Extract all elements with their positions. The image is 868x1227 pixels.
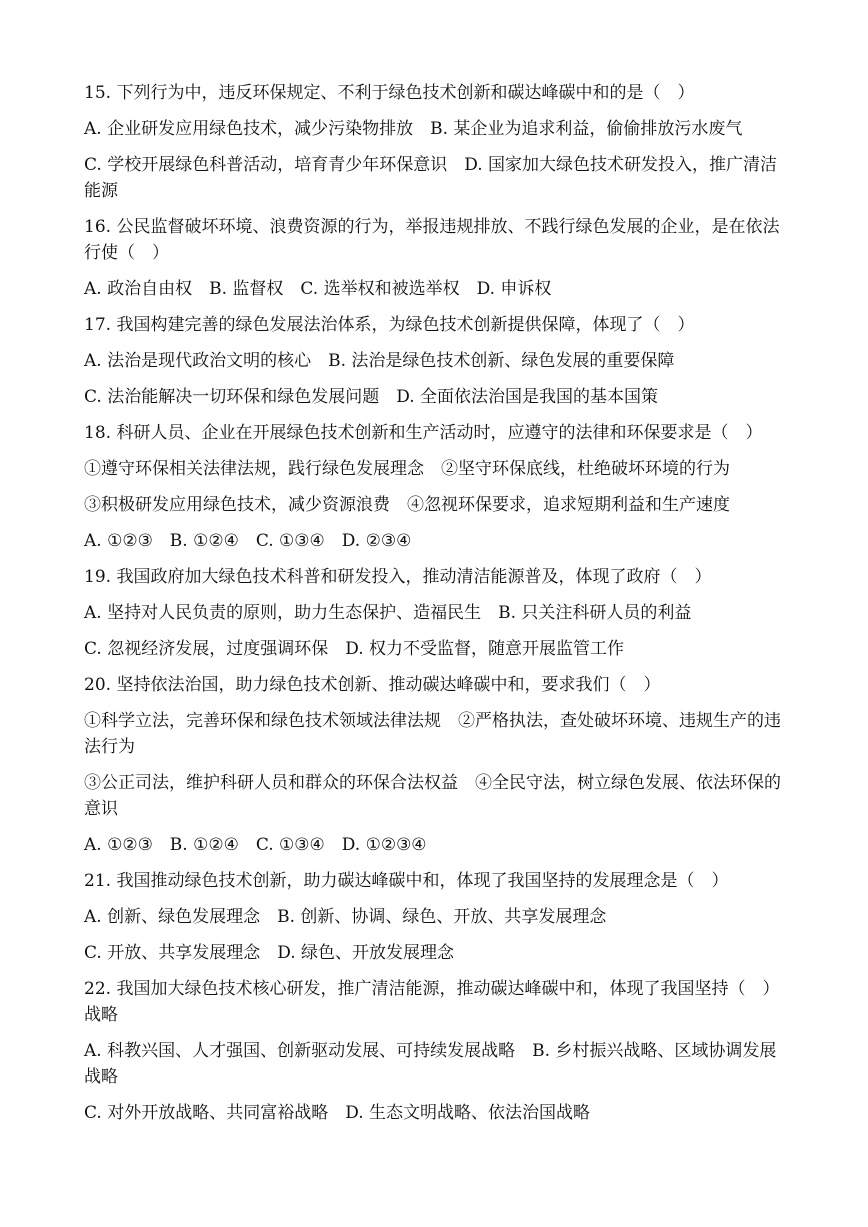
question-21-options-cd: C. 开放、共享发展理念 D. 绿色、开放发展理念	[84, 943, 455, 963]
question-22-options-ab: A. 科教兴国、人才强国、创新驱动发展、可持续发展战略 B. 乡村振兴战略、区域协调发展战略	[84, 1041, 777, 1087]
question-20-statements-34: ③公正司法，维护科研人员和群众的环保合法权益 ④全民守法，树立绿色发展、依法环保的意识	[84, 773, 781, 819]
question-17-options-ab: A. 法治是现代政治文明的核心 B. 法治是绿色技术创新、绿色发展的重要保障	[84, 351, 675, 371]
document-page	[84, 80, 784, 1126]
question-15-options-ab: A. 企业研发应用绿色技术，减少污染物排放 B. 某企业为追求利益，偷偷排放污水废气	[84, 119, 743, 139]
question-22-options-cd: C. 对外开放战略、共同富裕战略 D. 生态文明战略、依法治国战略	[84, 1103, 591, 1123]
question-15-options-cd: C. 学校开展绿色科普活动，培育青少年环保意识 D. 国家加大绿色技术研发投入，推广清洁能源	[84, 155, 778, 201]
question-18-options: A. ①②③ B. ①②④ C. ①③④ D. ②③④	[84, 531, 412, 551]
question-20-options: A. ①②③ B. ①②④ C. ①③④ D. ①②③④	[84, 835, 427, 855]
question-20-statements-12: ①科学立法，完善环保和绿色技术领域法律法规 ②严格执法，查处破坏环境、违规生产的违法行为	[84, 711, 781, 757]
question-20-stem: 20. 坚持依法治国，助力绿色技术创新、推动碳达峰碳中和，要求我们（ ）	[84, 675, 661, 695]
question-21-options-ab: A. 创新、绿色发展理念 B. 创新、协调、绿色、开放、共享发展理念	[84, 907, 607, 927]
question-22-stem: 22. 我国加大绿色技术核心研发，推广清洁能源，推动碳达峰碳中和，体现了我国坚持（ ）战略	[84, 979, 780, 1025]
question-16-stem: 16. 公民监督破坏环境、浪费资源的行为，举报违规排放、不践行绿色发展的企业，是在依法行使（ ）	[84, 217, 780, 263]
question-15-stem: 15. 下列行为中，违反环保规定、不利于绿色技术创新和碳达峰碳中和的是（ ）	[84, 83, 695, 103]
question-18-statements-34: ③积极研发应用绿色技术，减少资源浪费 ④忽视环保要求，追求短期利益和生产速度	[84, 495, 730, 515]
question-18-statements-12: ①遵守环保相关法律法规，践行绿色发展理念 ②坚守环保底线，杜绝破坏环境的行为	[84, 459, 730, 479]
question-16-options: A. 政治自由权 B. 监督权 C. 选举权和被选举权 D. 申诉权	[84, 279, 552, 299]
question-17-options-cd: C. 法治能解决一切环保和绿色发展问题 D. 全面依法治国是我国的基本国策	[84, 387, 659, 407]
question-18-stem: 18. 科研人员、企业在开展绿色技术创新和生产活动时，应遵守的法律和环保要求是（ ）	[84, 423, 763, 443]
question-19-options-ab: A. 坚持对人民负责的原则，助力生态保护、造福民生 B. 只关注科研人员的利益	[84, 603, 692, 623]
question-21-stem: 21. 我国推动绿色技术创新，助力碳达峰碳中和，体现了我国坚持的发展理念是（ ）	[84, 871, 729, 891]
question-19-options-cd: C. 忽视经济发展，过度强调环保 D. 权力不受监督，随意开展监管工作	[84, 639, 625, 659]
question-19-stem: 19. 我国政府加大绿色技术科普和研发投入，推动清洁能源普及，体现了政府（ ）	[84, 567, 712, 587]
question-17-stem: 17. 我国构建完善的绿色发展法治体系，为绿色技术创新提供保障，体现了（ ）	[84, 315, 695, 335]
